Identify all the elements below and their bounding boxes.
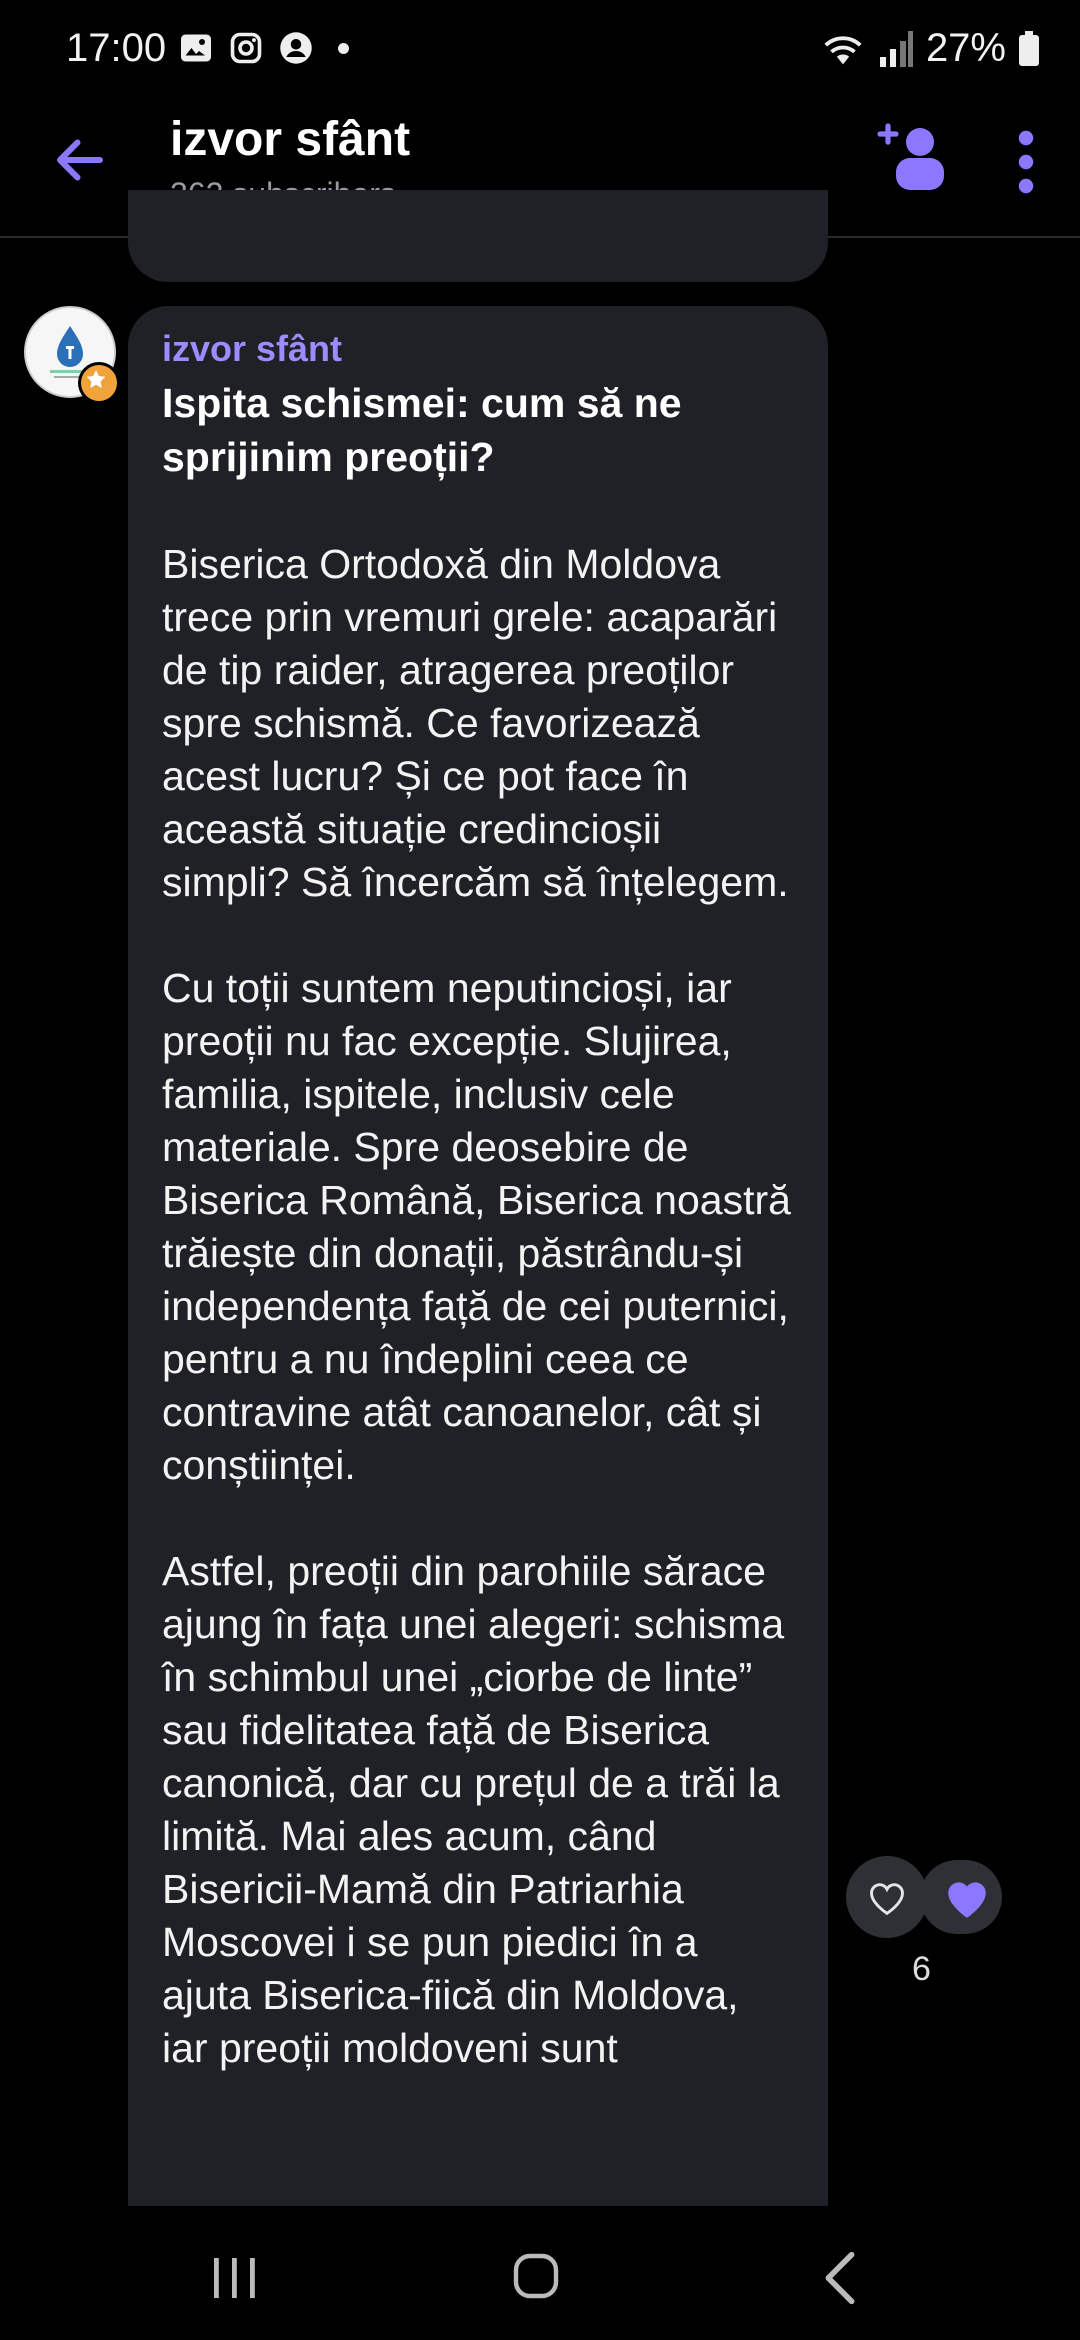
add-member-icon[interactable] (876, 122, 948, 194)
previous-message-bubble[interactable] (128, 190, 828, 282)
back-arrow-icon[interactable] (50, 130, 110, 190)
message-paragraph: Cu toții suntem neputincioși, iar preoții nu fac excepție. Slujirea, familia, ispitele, inclusiv cele materiale. Spre deosebire de Biserica Română, Biserica noastră trăiește din donații, păstrându-și independența față de cei puternici, pentru a nu îndeplini ceea ce contravine atât canoanelor, cât și conștiinței. (162, 965, 791, 1488)
message-title: Ispita schismei: cum să ne sprijinim preoții? (162, 380, 682, 480)
message-paragraph: Astfel, preoții din parohiile sărace ajung în fața unei alegeri: schisma în schimbul unei „ciorbe de linte” sau fidelitatea față de Biserica canonică, dar cu prețul de a trăi la limită. Mai ales acum, când Bisericii-Mamă din Patriarhia Moscovei i se pun piedici în a ajuta Biserica-fiică din Moldova, iar preoții moldoveni sunt (162, 1548, 785, 2071)
dot-icon (338, 43, 349, 54)
channel-title[interactable]: izvor sfânt (170, 113, 411, 166)
wifi-icon (820, 29, 866, 69)
status-bar (0, 0, 1080, 100)
system-navigation-bar (0, 2206, 1080, 2340)
reaction-count: 6 (912, 1950, 931, 1988)
star-icon (81, 365, 111, 395)
battery-percent: 27% (925, 26, 1006, 70)
reaction-heart-filled[interactable] (920, 1860, 1002, 1934)
status-right-icons (820, 26, 1040, 71)
gallery-icon (178, 30, 214, 66)
heart-outline-icon (865, 1877, 909, 1917)
status-time: 17:00 (66, 26, 167, 70)
instagram-icon (228, 30, 264, 66)
battery-icon (1018, 31, 1040, 67)
admin-star-badge (78, 362, 120, 404)
heart-filled-icon (942, 1874, 992, 1920)
signal-icon (878, 29, 914, 69)
message-paragraph: Biserica Ortodoxă din Moldova trece prin vremuri grele: acaparări de tip raider, atragerea preoților spre schismă. Ce favorizează acest lucru? Și ce pot face în această situație credincioșii simpli? Să încercăm să înțelegem. (162, 541, 789, 905)
reaction-heart-outline[interactable] (846, 1856, 928, 1938)
back-icon[interactable] (820, 2250, 860, 2306)
message-sender[interactable]: izvor sfânt (162, 328, 343, 369)
message-bubble[interactable] (128, 306, 828, 2206)
recent-apps-icon[interactable] (210, 2256, 260, 2300)
account-icon (278, 30, 314, 66)
status-left-icons (178, 30, 349, 66)
more-vertical-icon[interactable] (1010, 130, 1042, 194)
home-icon[interactable] (512, 2252, 560, 2300)
